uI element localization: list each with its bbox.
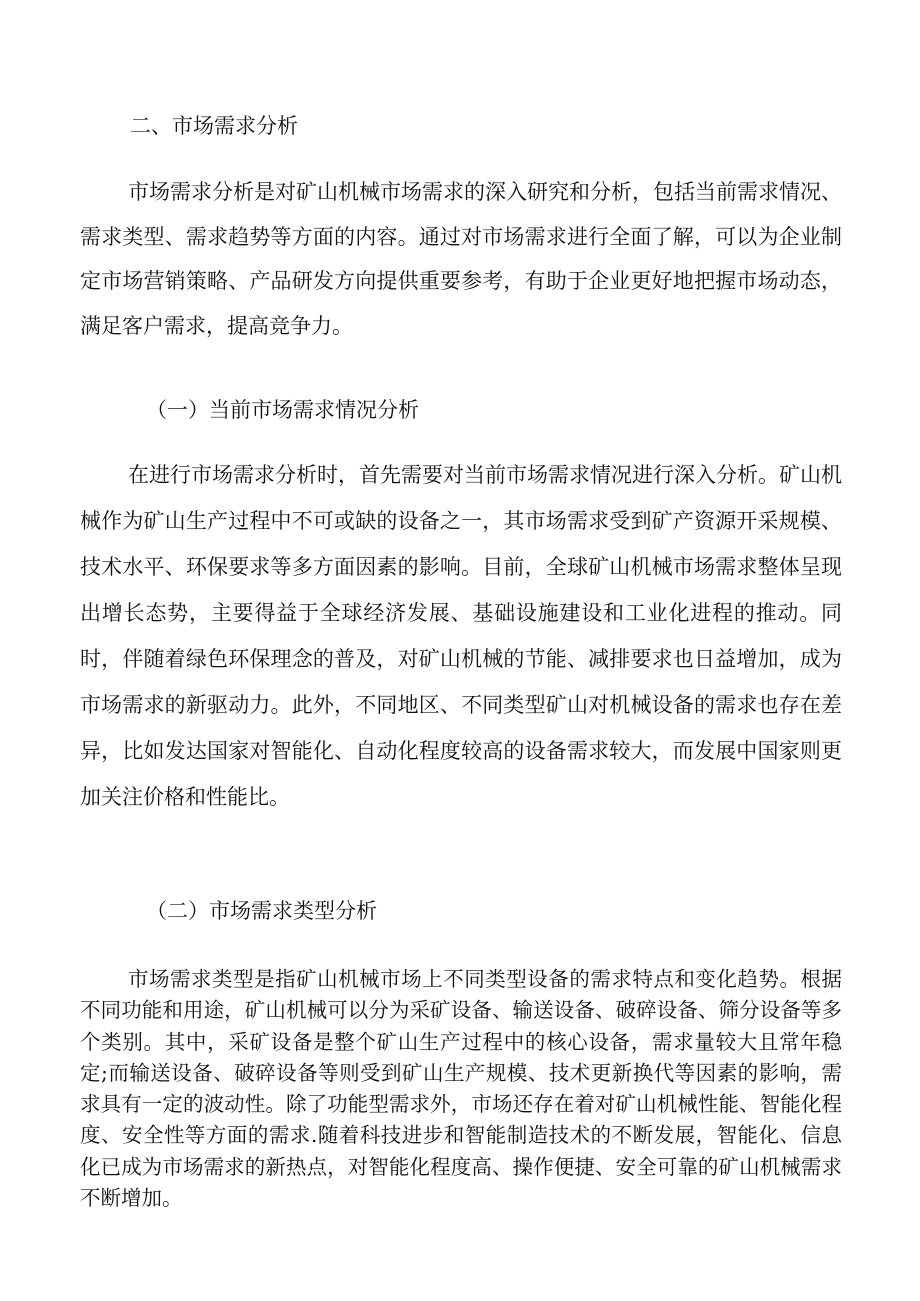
subsection-1-body: 在进行市场需求分析时，首先需要对当前市场需求情况进行深入分析。矿山机械作为矿山生产过程中不可或缺的设备之一，其市场需求受到矿产资源开采规模、技术水平、环保要求等多方面因素的影响。目前，全球矿山机械市场需求整体呈现出增长态势，主要得益于全球经济发展、基础设施建设和工业化进程的推动。同时，伴随着绿色环保理念的普及，对矿山机械的节能、减排要求也日益增加，成为市场需求的新驱动力。此外，不同地区、不同类型矿山对机械设备的需求也存在差异，比如发达国家对智能化、自动化程度较高的设备需求较大，而发展中国家则更加关注价格和性能比。	[80, 463, 842, 809]
subsection-2-title: （二）市场需求类型分析	[146, 899, 377, 923]
subsection-1-title: （一）当前市场需求情况分析	[146, 398, 419, 422]
section-title: 二、市场需求分析	[130, 114, 298, 138]
intro-paragraph: 市场需求分析是对矿山机械市场需求的深入研究和分析，包括当前需求情况、需求类型、需求趋势等方面的内容。通过对市场需求进行全面了解，可以为企业制定市场营销策略、产品研发方向提供重要参考，有助于企业更好地把握市场动态，满足客户需求，提高竞争力。	[80, 180, 842, 338]
subsection-2-body: 市场需求类型是指矿山机械市场上不同类型设备的需求特点和变化趋势。根据不同功能和用途，矿山机械可以分为采矿设备、输送设备、破碎设备、筛分设备等多个类别。其中，采矿设备是整个矿山生产过程中的核心设备，需求量较大且常年稳定;而输送设备、破碎设备等则受到矿山生产规模、技术更新换代等因素的影响，需求具有一定的波动性。除了功能型需求外，市场还存在着对矿山机械性能、智能化程度、安全性等方面的需求.随着科技进步和智能制造技术的不断发展，智能化、信息化已成为市场需求的新热点，对智能化程度高、操作便捷、安全可靠的矿山机械需求不断增加。	[80, 967, 842, 1211]
